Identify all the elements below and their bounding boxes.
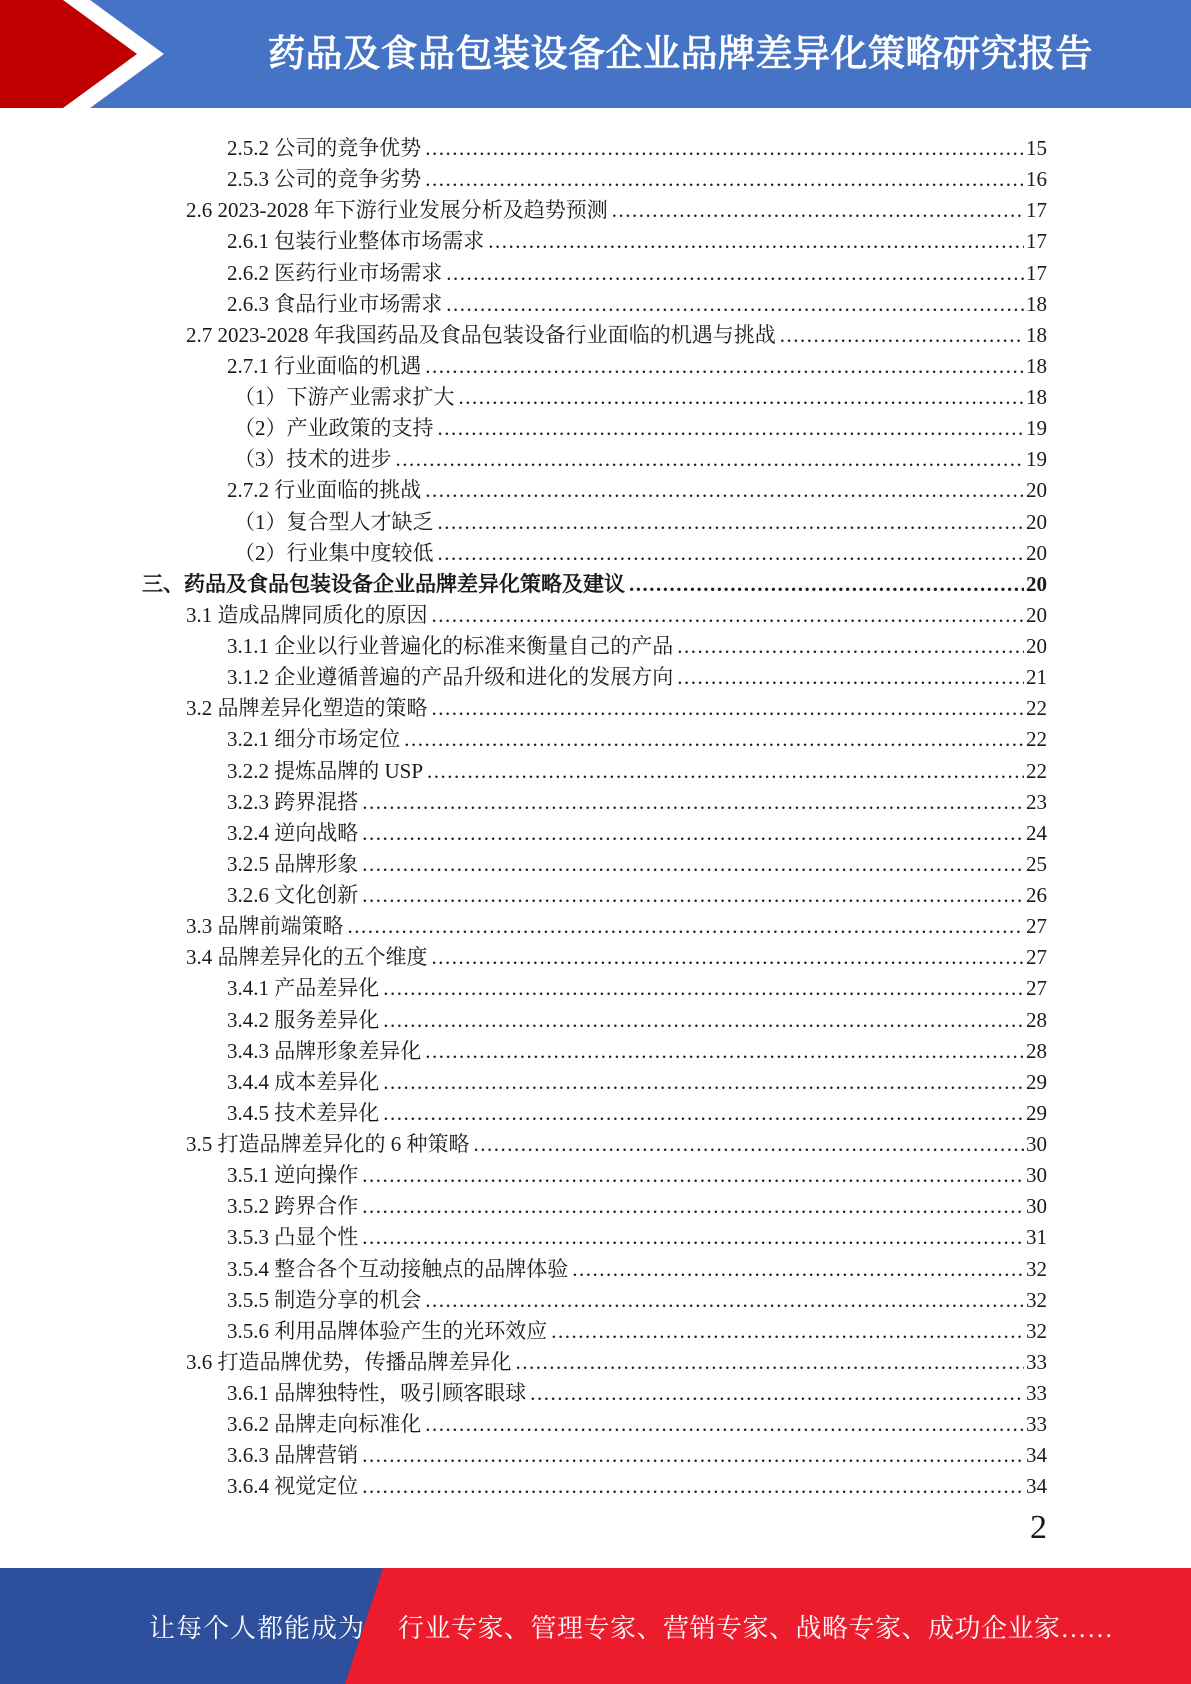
toc-page-number: 17 [1026, 198, 1047, 223]
toc-page-number: 20 [1026, 602, 1047, 627]
toc-entry-label: 3.6 打造品牌优势，传播品牌差异化 [186, 1349, 512, 1374]
toc-dot-leader [425, 351, 1024, 382]
toc-entry-label: 2.6.3 食品行业市场需求 [227, 291, 443, 316]
toc-row [142, 1347, 1047, 1378]
toc-page-number: 20 [1026, 634, 1047, 658]
toc-entry-label: （1）下游产业需求扩大 [234, 385, 455, 409]
toc-dot-leader [438, 538, 1025, 569]
toc-page-number: 32 [1026, 1318, 1047, 1343]
toc-page-number: 22 [1026, 758, 1047, 783]
toc-page-number: 34 [1026, 1474, 1047, 1499]
toc-row [142, 1471, 1047, 1502]
toc-row [142, 1409, 1047, 1440]
toc-page-number: 28 [1026, 1007, 1047, 1032]
toc-entry-label: （2）产业政策的支持 [234, 416, 434, 441]
toc-row [142, 258, 1047, 289]
toc-row [142, 320, 1047, 351]
toc-entry-label: 3.5.6 利用品牌体验产生的光环效应 [227, 1318, 548, 1343]
toc-dot-leader [383, 1098, 1024, 1129]
toc-dot-leader [530, 1378, 1024, 1409]
toc-page-number: 18 [1026, 385, 1047, 409]
toc-page-number: 20 [1026, 571, 1047, 596]
toc-row [142, 724, 1047, 755]
toc-dot-leader [474, 1129, 1025, 1160]
toc-row [142, 911, 1047, 942]
toc-page-number: 17 [1026, 260, 1047, 285]
toc-dot-leader [446, 289, 1024, 320]
toc-entry-label: 3.4.5 技术差异化 [227, 1100, 380, 1125]
toc-row [142, 538, 1047, 569]
toc-page-number: 34 [1026, 1443, 1047, 1468]
toc-dot-leader [362, 849, 1024, 880]
toc-page-number: 20 [1026, 478, 1047, 503]
toc-row [142, 133, 1047, 164]
toc-dot-leader [396, 444, 1025, 475]
toc-entry-label: 3.6.3 品牌营销 [227, 1443, 359, 1468]
toc-entry-label: 3.2 品牌差异化塑造的策略 [186, 696, 428, 721]
toc-dot-leader [425, 1285, 1024, 1316]
toc-page-number: 31 [1026, 1225, 1047, 1250]
toc-page-number: 30 [1026, 1163, 1047, 1188]
toc-row [142, 942, 1047, 973]
toc-entry-label: 2.6 2023-2028 年下游行业发展分析及趋势预测 [186, 198, 608, 223]
toc-dot-leader [427, 756, 1024, 787]
toc-row [142, 413, 1047, 444]
toc-page-number: 33 [1026, 1381, 1047, 1405]
toc-row [142, 289, 1047, 320]
toc-row [142, 1440, 1047, 1471]
toc-row [142, 195, 1047, 226]
toc-row [142, 1005, 1047, 1036]
toc-dot-leader [404, 724, 1024, 755]
toc-page-number: 23 [1026, 789, 1047, 814]
toc-row [142, 1160, 1047, 1191]
toc-page-number: 26 [1026, 883, 1047, 907]
toc-row [142, 787, 1047, 818]
toc-page-number: 22 [1026, 727, 1047, 752]
toc-entry-label: 2.5.2 公司的竞争优势 [227, 136, 422, 160]
toc-entry-label: 2.7.1 行业面临的机遇 [227, 353, 422, 378]
toc-page-number: 19 [1026, 447, 1047, 472]
toc-page-number: 22 [1026, 696, 1047, 721]
toc-entry-label: 3.4.3 品牌形象差异化 [227, 1038, 422, 1063]
toc-entry-label: （2）行业集中度较低 [234, 540, 434, 565]
toc-entry-label: 3.5 打造品牌差异化的 6 种策略 [186, 1132, 470, 1156]
toc-entry-label: 3.2.4 逆向战略 [227, 820, 359, 845]
toc-dot-leader [488, 226, 1024, 257]
toc-entry-label: 3.4 品牌差异化的五个维度 [186, 945, 428, 970]
toc-row [142, 226, 1047, 257]
toc-row [142, 818, 1047, 849]
toc-dot-leader [425, 1036, 1024, 1067]
toc-row [142, 1254, 1047, 1285]
toc-page-number: 30 [1026, 1194, 1047, 1219]
toc-page-number: 21 [1026, 665, 1047, 690]
toc-dot-leader [438, 413, 1025, 444]
toc-entry-label: 3.5.5 制造分享的机会 [227, 1287, 422, 1312]
toc-page-number: 18 [1026, 353, 1047, 378]
toc-entry-label: 3.1 造成品牌同质化的原因 [186, 602, 428, 627]
toc-entry-label: 2.5.3 公司的竞争劣势 [227, 167, 422, 192]
toc-entry-label: 3.5.4 整合各个互动接触点的品牌体验 [227, 1256, 569, 1281]
toc-row [142, 351, 1047, 382]
toc-dot-leader [348, 911, 1025, 942]
toc-entry-label: 2.6.2 医药行业市场需求 [227, 260, 443, 285]
toc-row [142, 756, 1047, 787]
toc-page-number: 28 [1026, 1038, 1047, 1063]
toc-entry-label: 3.2.1 细分市场定位 [227, 727, 401, 752]
toc-page-number: 32 [1026, 1287, 1047, 1312]
toc-entry-label: 3.3 品牌前端策略 [186, 914, 344, 939]
toc-row [142, 1036, 1047, 1067]
toc-page-number: 18 [1026, 322, 1047, 347]
toc-row [142, 1316, 1047, 1347]
toc-dot-leader [629, 569, 1024, 600]
footer-slogan-right: 行业专家、管理专家、营销专家、战略专家、成功企业家…… [398, 1613, 1114, 1643]
toc-row [142, 693, 1047, 724]
toc-dot-leader [362, 880, 1024, 911]
toc-page-number: 18 [1026, 291, 1047, 316]
toc-dot-leader [459, 382, 1025, 413]
toc-entry-label: （3）技术的进步 [234, 447, 392, 472]
toc-entry-label: 3.5.2 跨界合作 [227, 1194, 359, 1219]
toc-dot-leader [383, 973, 1024, 1004]
toc-dot-leader [425, 164, 1024, 195]
footer-slogan-left: 让每个人都能成为 [149, 1613, 366, 1643]
toc-dot-leader [446, 258, 1024, 289]
toc-entry-label: 3.1.1 企业以行业普遍化的标准来衡量自己的产品 [227, 634, 674, 658]
toc-row [142, 1129, 1047, 1160]
toc-entry-label: 三、药品及食品包装设备企业品牌差异化策略及建议 [142, 571, 625, 596]
toc-page-number: 30 [1026, 1132, 1047, 1156]
toc-row [142, 1191, 1047, 1222]
toc-dot-leader [432, 600, 1025, 631]
toc-entry-label: 3.4.1 产品差异化 [227, 976, 380, 1001]
toc-dot-leader [780, 320, 1024, 351]
toc-row [142, 662, 1047, 693]
toc-row [142, 475, 1047, 506]
toc-list [142, 133, 1047, 1503]
toc-row [142, 1098, 1047, 1129]
toc-entry-label: （1）复合型人才缺乏 [234, 509, 434, 534]
page-number: 2 [1030, 1509, 1047, 1546]
red-chevron-icon [0, 0, 180, 108]
report-title: 药品及食品包装设备企业品牌差异化策略研究报告 [268, 33, 1093, 74]
toc-entry-label: 3.4.2 服务差异化 [227, 1007, 380, 1032]
toc-dot-leader [362, 1471, 1024, 1502]
toc-entry-label: 3.2.6 文化创新 [227, 883, 359, 907]
toc-row [142, 164, 1047, 195]
toc-page-number: 29 [1026, 1069, 1047, 1094]
toc-row [142, 569, 1047, 600]
toc-entry-label: 3.5.1 逆向操作 [227, 1163, 359, 1188]
toc-entry-label: 2.7 2023-2028 年我国药品及食品包装设备行业面临的机遇与挑战 [186, 322, 776, 347]
toc-entry-label: 3.1.2 企业遵循普遍的产品升级和进化的发展方向 [227, 665, 674, 690]
toc-page-number: 20 [1026, 509, 1047, 534]
toc-row [142, 1067, 1047, 1098]
toc-dot-leader [551, 1316, 1024, 1347]
toc-entry-label: 3.5.3 凸显个性 [227, 1225, 359, 1250]
toc-dot-leader [438, 507, 1025, 538]
toc-dot-leader [572, 1254, 1024, 1285]
toc-dot-leader [516, 1347, 1025, 1378]
toc-row [142, 631, 1047, 662]
toc-page-number: 16 [1026, 167, 1047, 192]
toc-dot-leader [425, 475, 1024, 506]
toc-entry-label: 3.6.2 品牌走向标准化 [227, 1412, 422, 1437]
toc-dot-leader [612, 195, 1024, 226]
toc-dot-leader [677, 631, 1024, 662]
toc-page-number: 15 [1026, 136, 1047, 160]
toc-page-number: 24 [1026, 820, 1047, 845]
toc-page-number: 27 [1026, 914, 1047, 939]
toc-row [142, 1378, 1047, 1409]
toc-row [142, 1285, 1047, 1316]
toc-page-number: 17 [1026, 229, 1047, 254]
toc-entry-label: 3.2.5 品牌形象 [227, 851, 359, 876]
toc-row [142, 880, 1047, 911]
toc-dot-leader [362, 1440, 1024, 1471]
toc-dot-leader [362, 1191, 1024, 1222]
header-banner [0, 0, 1191, 108]
toc-dot-leader [425, 133, 1024, 164]
toc-entry-label: 2.7.2 行业面临的挑战 [227, 478, 422, 503]
toc-dot-leader [425, 1409, 1024, 1440]
toc-entry-label: 3.6.1 品牌独特性，吸引顾客眼球 [227, 1381, 527, 1405]
toc-page-number: 25 [1026, 851, 1047, 876]
toc-page-number: 29 [1026, 1100, 1047, 1125]
toc-page-number: 20 [1026, 540, 1047, 565]
toc-entry-label: 3.2.2 提炼品牌的 USP [227, 758, 424, 783]
toc-dot-leader [383, 1067, 1024, 1098]
toc-row [142, 1222, 1047, 1253]
toc-dot-leader [383, 1005, 1024, 1036]
toc-dot-leader [362, 787, 1024, 818]
toc-page-number: 32 [1026, 1256, 1047, 1281]
toc-page-number: 27 [1026, 945, 1047, 970]
toc-dot-leader [362, 1222, 1024, 1253]
toc-dot-leader [677, 662, 1024, 693]
toc-dot-leader [432, 942, 1025, 973]
toc-row [142, 444, 1047, 475]
toc-row [142, 600, 1047, 631]
toc-dot-leader [432, 693, 1025, 724]
toc-page-number: 33 [1026, 1412, 1047, 1437]
toc-page-number: 27 [1026, 976, 1047, 1001]
toc-page-number: 33 [1026, 1349, 1047, 1374]
toc-entry-label: 2.6.1 包装行业整体市场需求 [227, 229, 485, 254]
toc-entry-label: 3.4.4 成本差异化 [227, 1069, 380, 1094]
toc-row [142, 382, 1047, 413]
toc-dot-leader [362, 818, 1024, 849]
toc-entry-label: 3.6.4 视觉定位 [227, 1474, 359, 1499]
toc-entry-label: 3.2.3 跨界混搭 [227, 789, 359, 814]
toc-row [142, 507, 1047, 538]
toc-page-number: 19 [1026, 416, 1047, 441]
footer-ribbon [0, 1568, 1191, 1684]
toc-row [142, 849, 1047, 880]
toc-dot-leader [362, 1160, 1024, 1191]
toc-row [142, 973, 1047, 1004]
